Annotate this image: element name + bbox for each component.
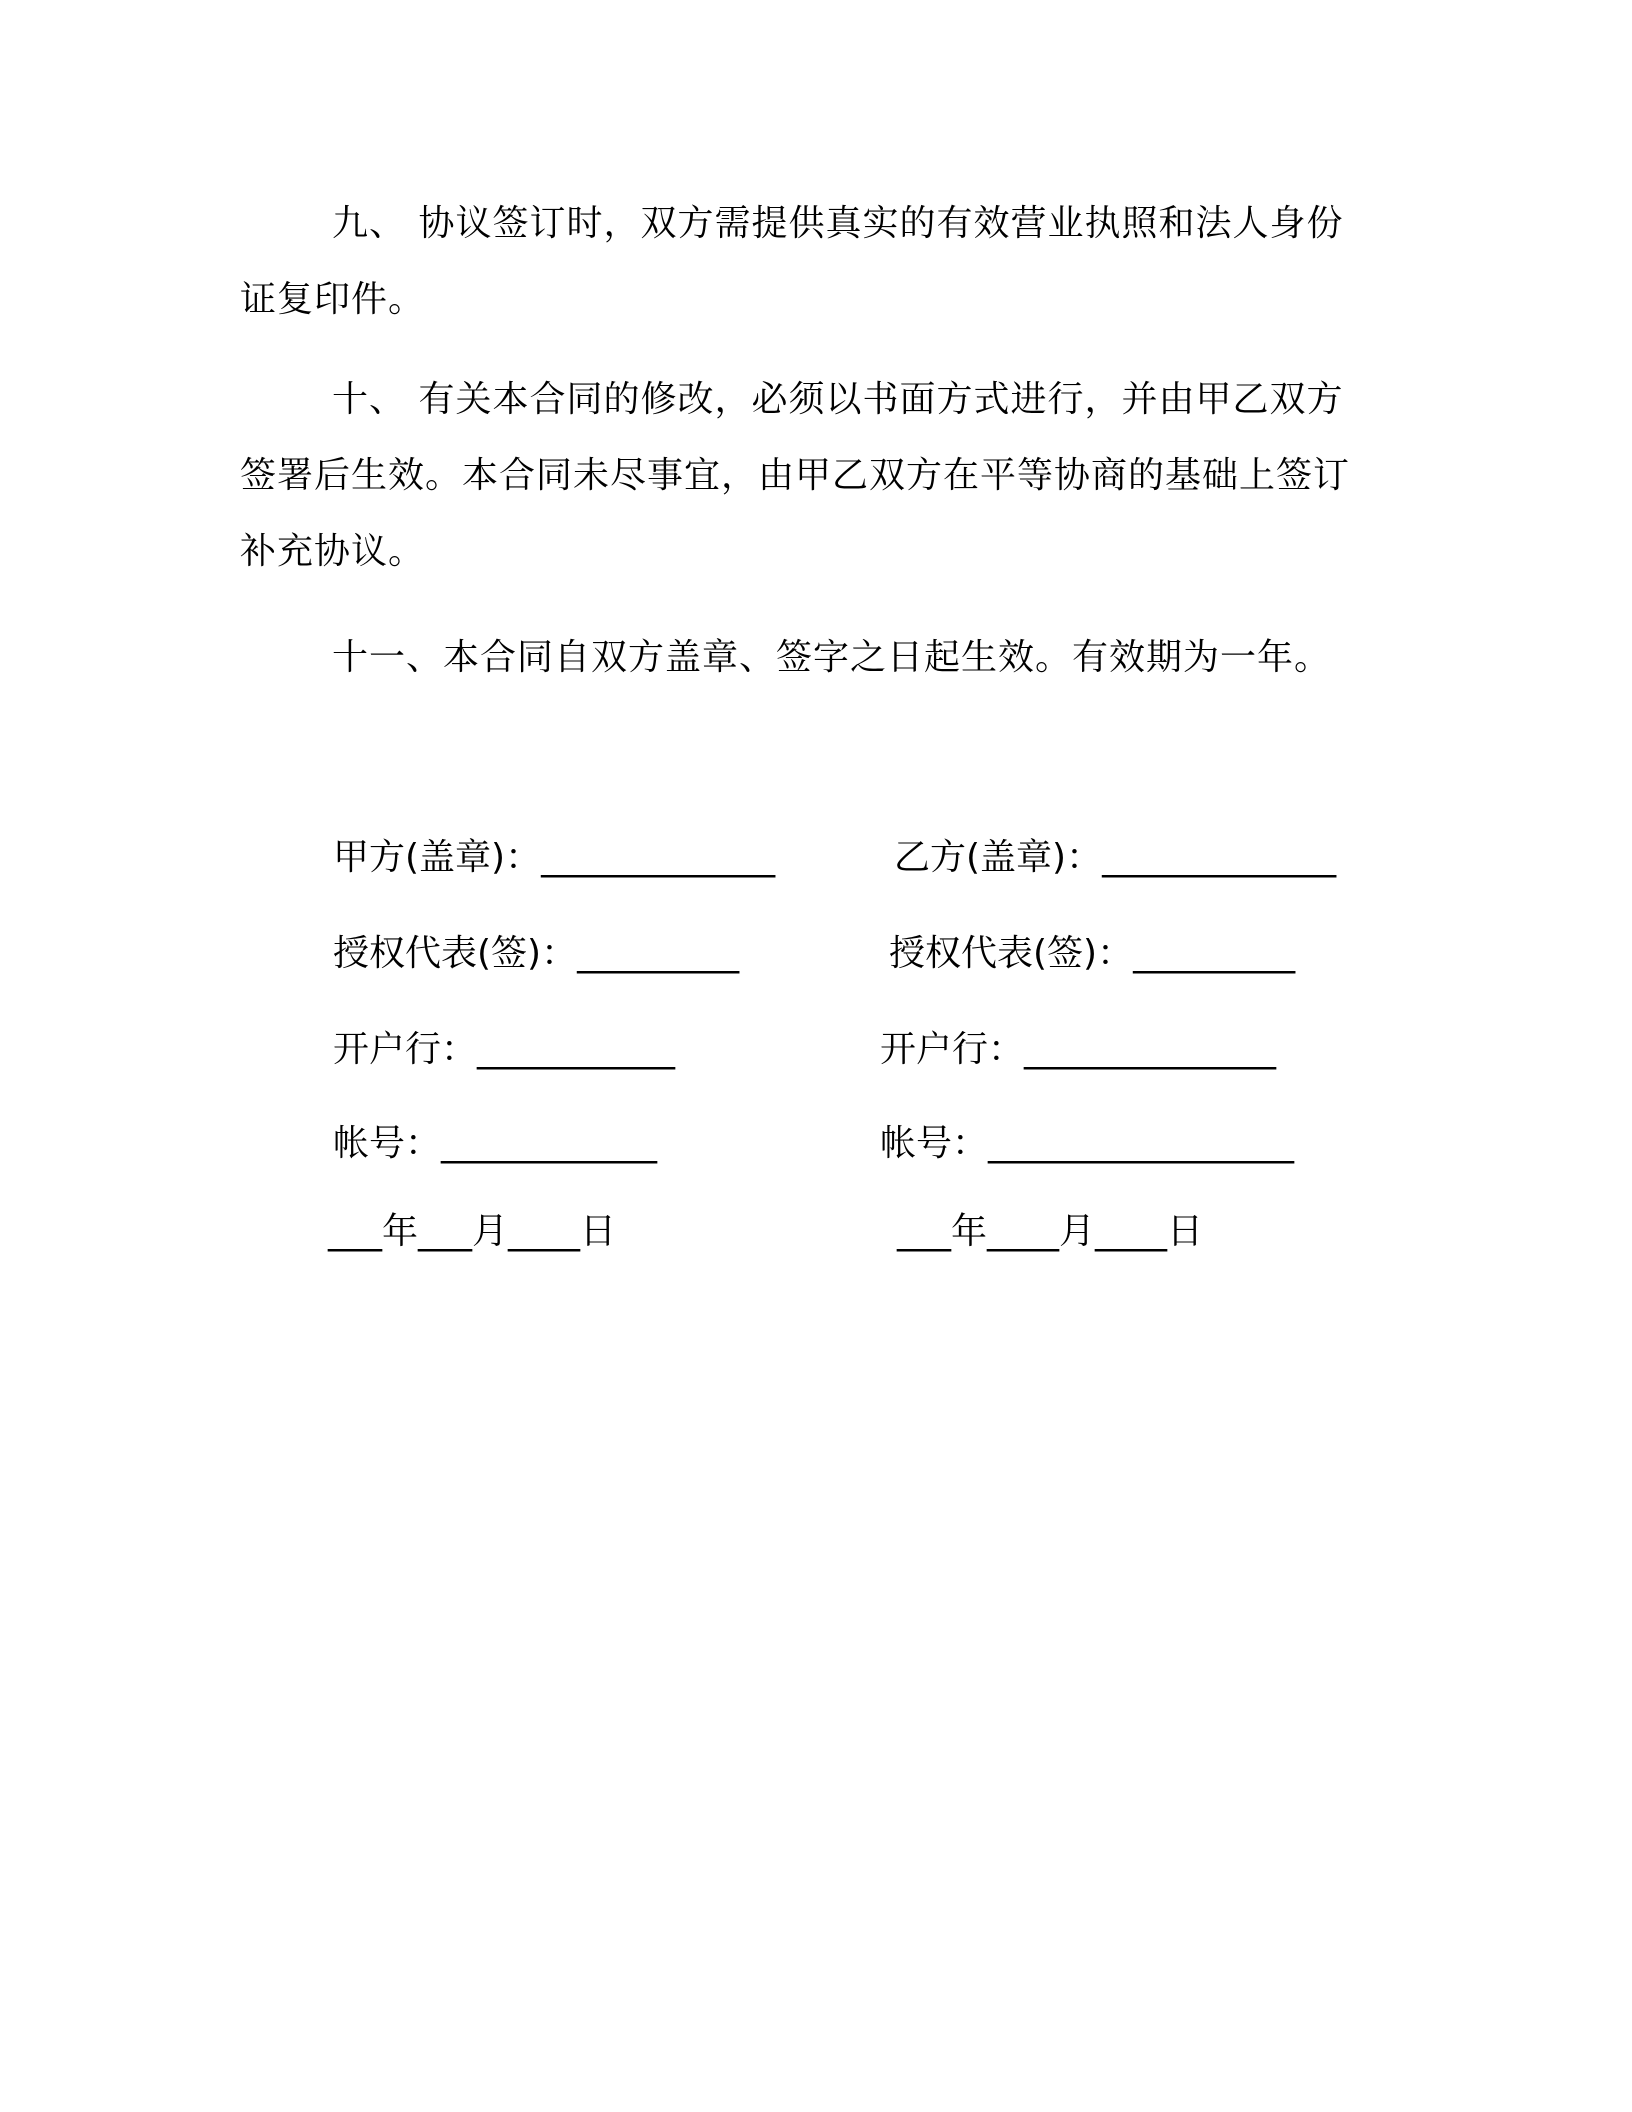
clause-9-text: 协议签订时，双方需提供真实的有效营业执照和法人身份证复印件。 — [240, 203, 1344, 320]
clause-9 — [240, 186, 1380, 338]
party-b-bank: 开户行：______________ — [880, 1029, 1277, 1070]
party-a-date: ___年___月____日 — [328, 1211, 617, 1252]
party-b-account: 帐号：_________________ — [880, 1123, 1295, 1164]
clause-11-text: 本合同自双方盖章、签字之日起生效。有效期为一年。 — [443, 637, 1332, 678]
clause-10-number: 十、 — [332, 379, 407, 420]
clause-10-text: 有关本合同的修改，必须以书面方式进行，并由甲乙双方签署后生效。本合同未尽事宜，由甲乙双方在平等协商的基础上签订补充协议。 — [240, 379, 1351, 572]
clause-11-number: 十一、 — [332, 637, 444, 678]
clause-11 — [240, 620, 1380, 696]
clause-10 — [240, 362, 1380, 590]
party-a-account: 帐号：____________ — [333, 1123, 658, 1164]
party-a-representative: 授权代表(签)：_________ — [333, 933, 740, 974]
party-a-bank: 开户行：___________ — [333, 1029, 676, 1070]
party-a-seal: 甲方(盖章)：_____________ — [333, 837, 776, 878]
party-b-representative: 授权代表(签)：_________ — [889, 933, 1296, 974]
party-b-date: ___年____月____日 — [897, 1211, 1204, 1252]
party-b-seal: 乙方(盖章)：_____________ — [894, 837, 1337, 878]
clause-9-number: 九、 — [332, 203, 407, 244]
